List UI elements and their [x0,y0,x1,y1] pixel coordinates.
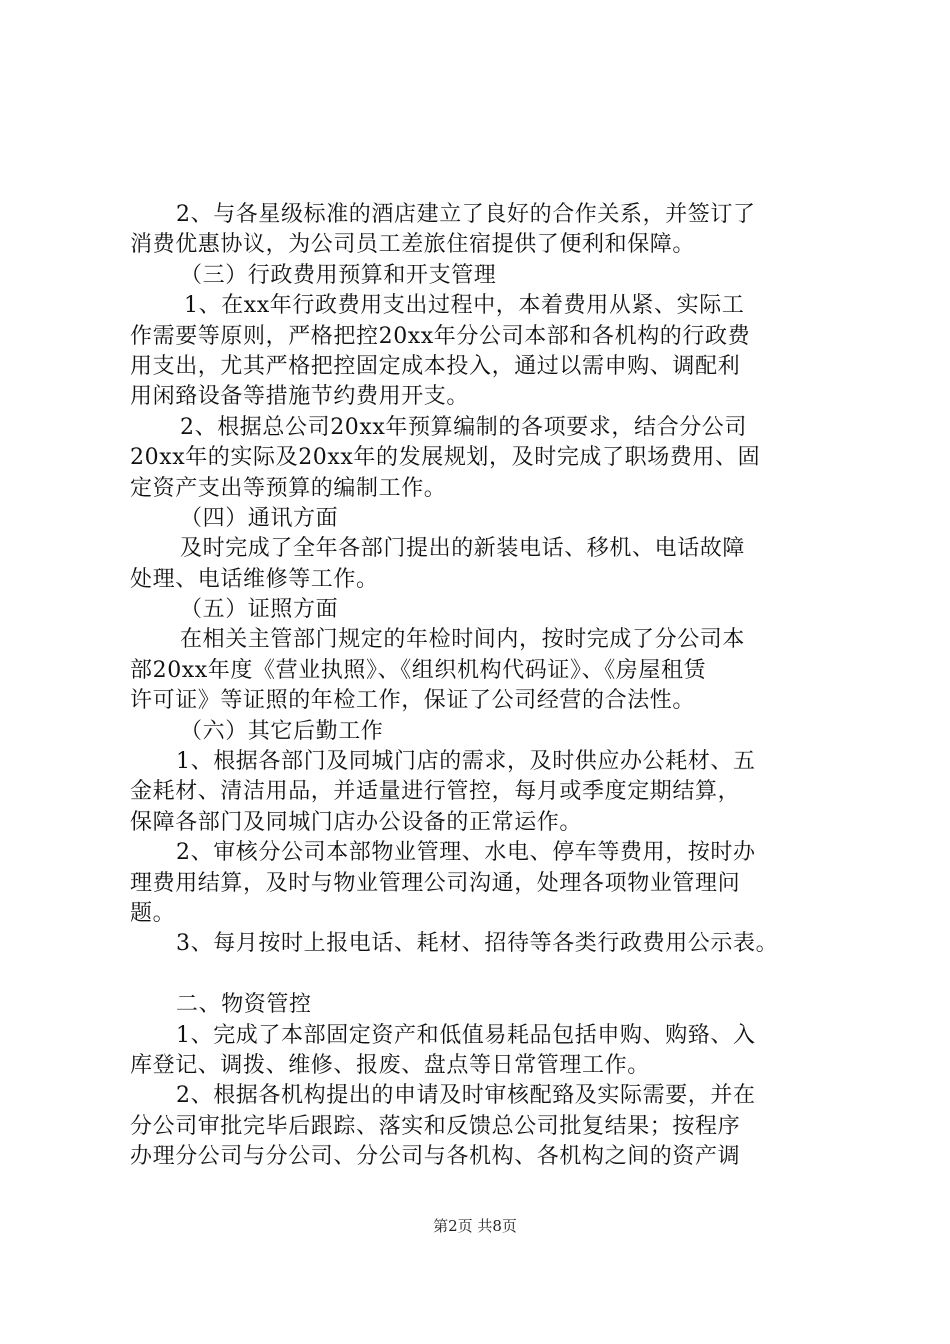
text-line: 金耗材、清洁用品，并适量进行管控，每月或季度定期结算， [130,779,741,805]
text-line: 定资产支出等预算的编制工作。 [130,475,447,501]
text-line: 许可证》等证照的年检工作，保证了公司经营的合法性。 [130,688,696,714]
text-line: 1、在xx年行政费用支出过程中，本着费用从紧、实际工 [184,293,745,319]
text-line: 办理分公司与分公司、分公司与各机构、各机构之间的资产调 [130,1144,741,1170]
text-line: 理费用结算，及时与物业管理公司沟通，处理各项物业管理问 [130,870,741,896]
document-body [130,200,830,1173]
text-line: 2、根据总公司20xx年预算编制的各项要求，结合分公司 [180,414,748,440]
text-line: 作需要等原则，严格把控20xx年分公司本部和各机构的行政费 [130,323,751,349]
text-line: 及时完成了全年各部门提出的新装电话、移机、电话故障 [180,536,746,562]
text-line: 1、根据各部门及同城门店的需求，及时供应办公耗材、五 [176,749,756,775]
text-line: 2、根据各机构提出的申请及时审核配臵及实际需要，并在 [176,1083,756,1109]
text-line: 3、每月按时上报电话、耗材、招待等各类行政费用公示表。 [176,931,779,957]
text-line: 在相关主管部门规定的年检时间内，按时完成了分公司本 [180,627,746,653]
text-line: （四）通讯方面 [180,505,339,531]
text-line: （三）行政费用预算和开支管理 [180,262,497,288]
text-line: 20xx年的实际及20xx年的发展规划，及时完成了职场费用、固 [130,445,761,471]
text-line: 1、完成了本部固定资产和低值易耗品包括申购、购臵、入 [176,1022,756,1048]
text-line: 2、与各星级标准的酒店建立了良好的合作关系，并签订了 [176,202,756,227]
text-line: 处理、电话维修等工作。 [130,566,379,592]
text-line: 部20xx年度《营业执照》、《组织机构代码证》、《房屋租赁 [130,657,707,683]
text-line: 题。 [130,900,176,926]
text-line: （六）其它后勤工作 [180,718,384,744]
text-line: （五）证照方面 [180,597,339,623]
text-line: 消费优惠协议，为公司员工差旅住宿提供了便利和保障。 [130,232,696,258]
text-line: 用闲臵设备等措施节约费用开支。 [130,384,470,410]
text-line: 用支出，尤其严格把控固定成本投入，通过以需申购、调配利 [130,353,741,379]
text-line: 分公司审批完毕后跟踪、落实和反馈总公司批复结果；按程序 [130,1113,741,1139]
page-footer: 第2页 共8页 [433,1217,517,1235]
text-line: 2、审核分公司本部物业管理、水电、停车等费用，按时办 [176,840,756,866]
blank-line [130,960,830,990]
text-line: 库登记、调拨、维修、报废、盘点等日常管理工作。 [130,1052,650,1078]
text-line: 二、物资管控 [176,992,312,1018]
text-line: 保障各部门及同城门店办公设备的正常运作。 [130,809,583,835]
